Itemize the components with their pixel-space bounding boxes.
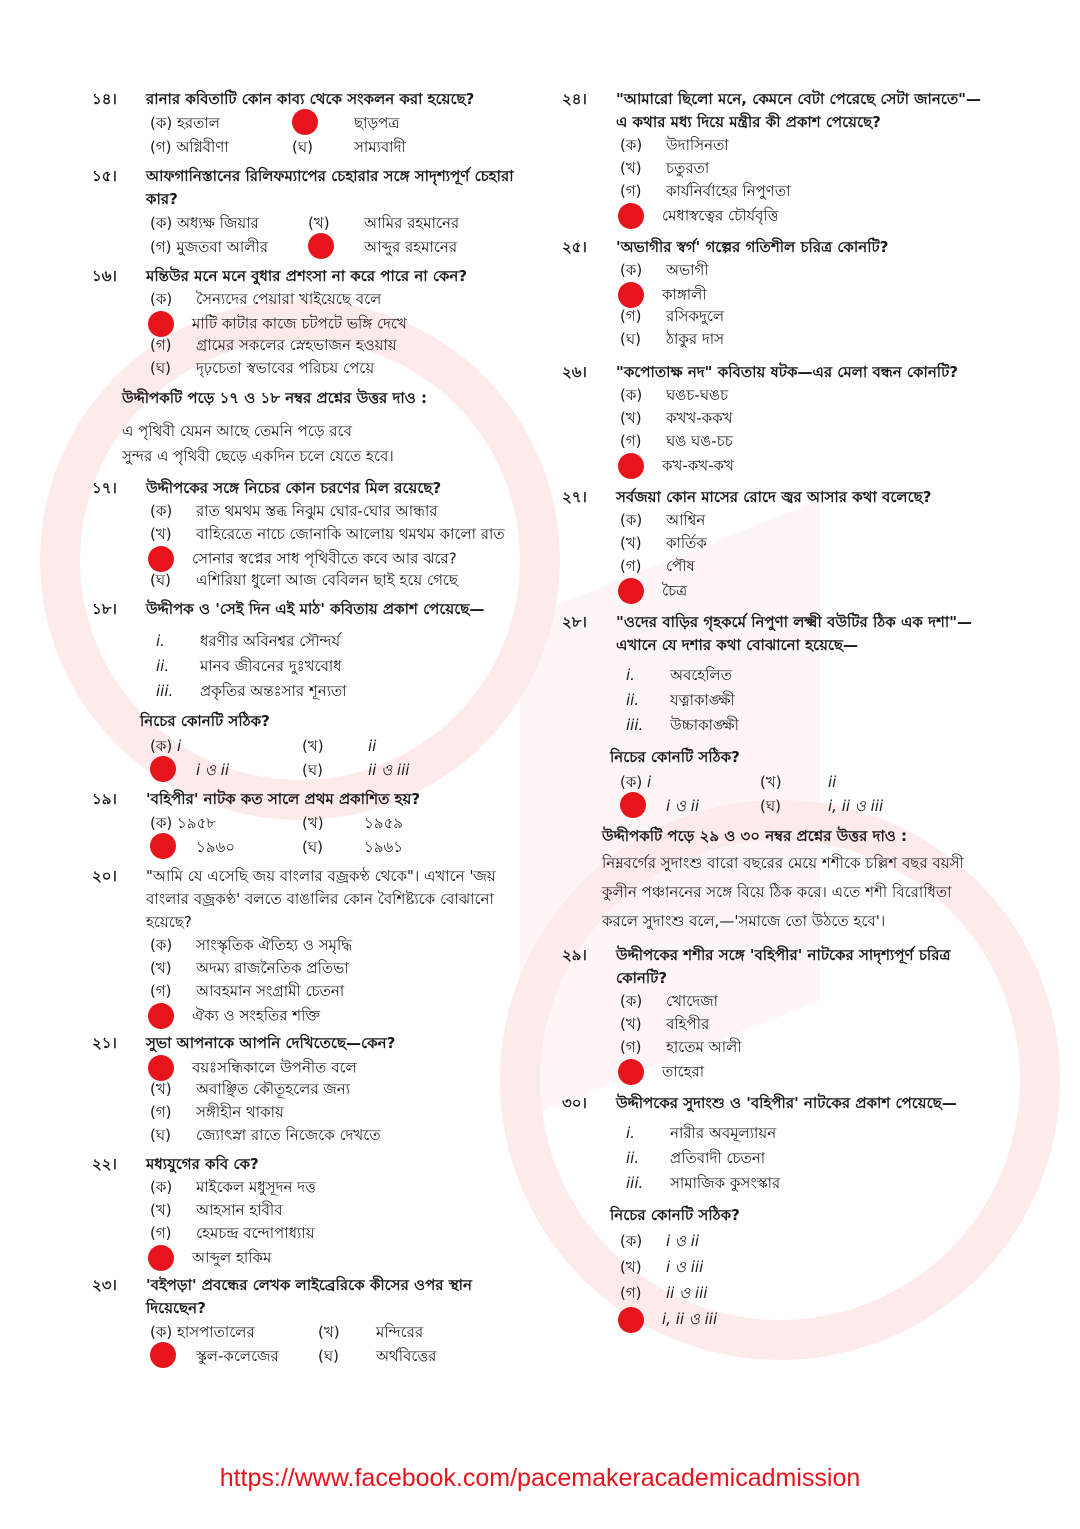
answer-mark: [618, 1307, 644, 1333]
question-21: ২১। সুভা আপনাকে আপনি দেখিতেছে—কেন? বয়ঃসন্ধিকালে উপনীত বলে (খ) অবাঞ্ছিত কৌতূহলের জন্য (গ) সঙ্গীহীন থাকায় (ঘ) জ্যোৎস্না রাতে নিজেকে দেখতে: [92, 1034, 396, 1144]
question-15: ১৫। আফগানিস্তানের রিলিফম্যাপের চেহারার সঙ্গে সাদৃশ্যপূর্ণ চেহারা কার? (ক) অধ্যক্ষ জিয়ার (খ) আমির রহমানের (গ) মুজতবা আলীর আব্দুর রহমানের: [92, 165, 532, 259]
answer-mark: [308, 233, 334, 259]
question-14: ১৪। রানার কবিতাটি কোন কাব্য থেকে সংকলন করা হয়েছে? (ক) হরতাল ছাড়পত্র (গ) অগ্নিবীণা (ঘ) সাম্যবাদী: [92, 88, 532, 159]
question-29: ২৯। উদ্দীপকের শশীর সঙ্গে 'বহিপীর' নাটকের সাদৃশ্যপূর্ণ চরিত্র কোনটি? (ক) খোদেজা (খ) বহিপীর (গ) হাতেম আলী তাহেরা: [562, 944, 987, 1082]
answer-mark: [150, 1342, 176, 1368]
question-16: ১৬। মন্তিউর মনে মনে বুধার প্রশংসা না করে পারে না কেন? (ক) সৈন্যদের পেয়ারা খাইয়েছে বলে মাটি কাটার কাজে চটপটে ভঙ্গি দেখে (গ) গ্রামের সকলের স্নেহভাজন হওয়ায় (ঘ) দৃঢ়চেতা স্বভাবের পরিচয় পেয়ে: [92, 267, 468, 377]
answer-mark: [618, 1059, 644, 1085]
question-18: ১৮। উদ্দীপক ও 'সেই দিন এই মাঠ' কবিতায় প্রকাশ পেয়েছে— i. ধরণীর অবিনশ্বর সৌন্দর্য ii. মানব জীবনের দুঃখবোধ iii. প্রকৃতির অন্তঃসার শূন্যতা নিচের কোনটি সঠিক? (ক) i (খ) ii i ও ii (ঘ) ii ও iii: [92, 598, 532, 782]
question-27: ২৭। সর্বজয়া কোন মাসের রোদে জ্বর আসার কথা বলেছে? (ক) আশ্বিন (খ) কার্তিক (গ) পৌষ চৈত্র: [562, 486, 987, 601]
question-23: ২৩। 'বইপড়া' প্রবন্ধের লেখক লাইব্রেরিকে কীসের ওপর স্থান দিয়েছেন? (ক) হাসপাতালের (খ) মন্দিরের স্কুল-কলেজের (ঘ) অর্থবিত্তের: [92, 1274, 532, 1368]
question-24: ২৪। "আমারো ছিলো মনে, কেমনে বেটা পেরেছে সেটা জানতে"—এ কথার মধ্য দিয়ে মন্ত্রীর কী প্রকাশ পেয়েছে? (ক) উদাসিনতা (খ) চতুরতা (গ) কার্যনির্বাহের নিপুণতা মেধাস্বত্বের চৌর্যবৃত্তি: [562, 88, 987, 226]
answer-mark: [618, 453, 644, 479]
left-column: [92, 88, 532, 1374]
answer-mark: [150, 833, 176, 859]
question-text: রানার কবিতাটি কোন কাব্য থেকে সংকলন করা হয়েছে?: [146, 90, 475, 108]
question-22: ২২। মধ্যযুগের কবি কে? (ক) মাইকেল মধুসূদন দত্ত (খ) আহসান হাবীব (গ) হেমচন্দ্র বন্দোপাধ্যায় আব্দুল হাকিম: [92, 1153, 532, 1268]
question-20: ২০। "আমি যে এসেছি জয় বাংলার বজ্রকণ্ঠ থেকে"। এখানে 'জয় বাংলার বজ্রকণ্ঠ' বলতে বাঙালির কোন বৈশিষ্ট্যকে বোঝানো হয়েছে? (ক) সাংস্কৃতিক ঐতিহ্য ও সমৃদ্ধি (খ) অদম্য রাজনৈতিক প্রতিভা (গ) আবহমান সংগ্রামী চেতনা ঐক্য ও সংহতির শক্তি: [92, 865, 532, 1026]
stimulus-1: উদ্দীপকটি পড়ে ১৭ ও ১৮ নম্বর প্রশ্নের উত্তর দাও : এ পৃথিবী যেমন আছে তেমনি পড়ে রবে সুন্দর এ পৃথিবী ছেড়ে একদিন চলে যেতে হবে।: [122, 389, 428, 465]
answer-mark: [620, 792, 646, 818]
right-column: [562, 88, 987, 1338]
stimulus-2: উদ্দীপকটি পড়ে ২৯ ও ৩০ নম্বর প্রশ্নের উত্তর দাও : নিম্নবর্গের সুদাংশু বারো বছরের মেয়ে শশীকে চল্লিশ বছর বয়সী কুলীন পঞ্চাননের সঙ্গে বিয়ে ঠিক করে। এতে শশী বিরোধিতা করলে সুদাংশু বলে,—'সমাজে তো উঠতে হবে'।: [602, 827, 964, 930]
answer-mark: [292, 109, 318, 135]
question-25: ২৫। 'অভাগীর স্বর্গ' গল্পের গতিশীল চরিত্র কোনটি? (ক) অভাগী কাঙ্গালী (গ) রসিকদুলে (ঘ) ঠাকুর দাস: [562, 238, 889, 348]
answer-mark: [618, 578, 644, 604]
facebook-link[interactable]: https://www.facebook.com/pacemakeracademicadmission: [219, 1464, 861, 1492]
answer-mark: [148, 1003, 174, 1029]
question-26: ২৬। "কপোতাক্ষ নদ" কবিতায় ষটক—এর মেলা বন্ধন কোনটি? (ক) ঘঙচ-ঘঙচ (খ) কখখ-ককখ (গ) ঘঙ ঘঙ-চচ কখ-কখ-কখ: [562, 361, 987, 476]
answer-mark: [150, 756, 176, 782]
question-19: ১৯। 'বহিপীর' নাটক কত সালে প্রথম প্রকাশিত হয়? (ক) ১৯৫৮ (খ) ১৯৫৯ ১৯৬০ (ঘ) ১৯৬১: [92, 788, 532, 859]
answer-mark: [148, 1245, 174, 1271]
question-17: ১৭। উদ্দীপকের সঙ্গে নিচের কোন চরণের মিল রয়েছে? (ক) রাত থমথম স্তব্ধ নিঝুম ঘোর-ঘোর আন্ধার (খ) বাহিরেতে নাচে জোনাকি আলোয় থমথম কালো রাত সোনার স্বপ্নের সাধ পৃথিবীতে কবে আর ঝরে? (ঘ) এশিরিয়া ধুলো আজ বেবিলন ছাই হয়ে গেছে: [92, 479, 505, 589]
question-30: ৩০। উদ্দীপকের সুদাংশু ও 'বহিপীর' নাটকের প্রকাশ পেয়েছে— i. নারীর অবমূল্যায়ন ii. প্রতিবাদী চেতনা iii. সামাজিক কুসংস্কার নিচের কোনটি সঠিক? (ক) i ও ii (খ) i ও iii (গ) ii ও iii i, ii ও iii: [562, 1092, 987, 1332]
answer-mark: [618, 203, 644, 229]
question-28: ২৮। "ওদের বাড়ির গৃহকর্মে নিপুণা লক্ষ্মী বউটির ঠিক এক দশা"—এখানে যে দশার কথা বোঝানো হয়েছে— i. অবহেলিত ii. যত্নাকাঙ্ক্ষী iii. উচ্চাকাঙ্ক্ষী নিচের কোনটি সঠিক? (ক) i (খ) ii i ও ii (ঘ) i, ii ও iii: [562, 611, 987, 818]
